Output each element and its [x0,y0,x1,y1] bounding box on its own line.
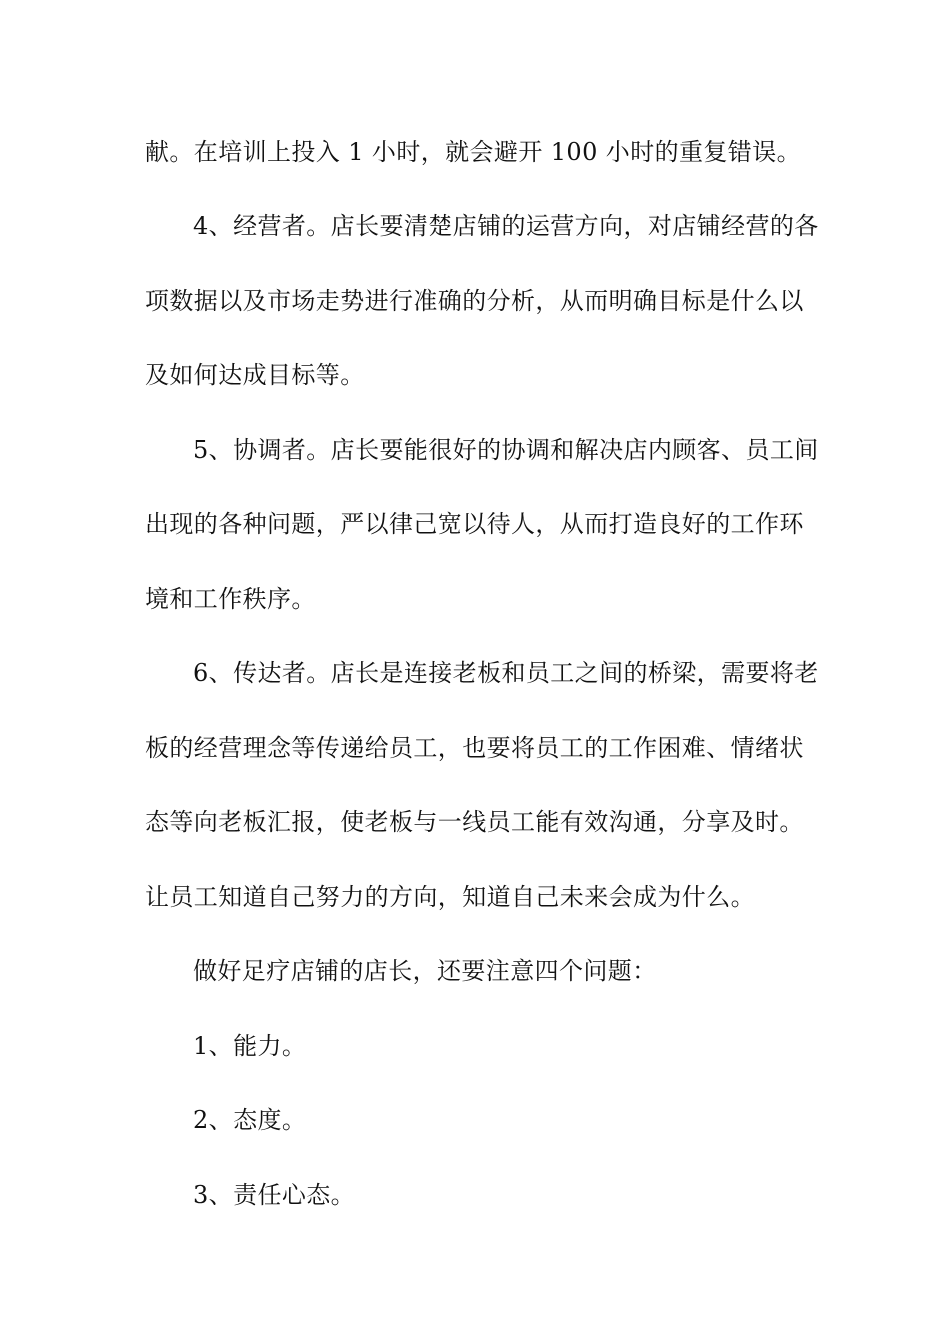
text-line: 献。在培训上投入 1 小时，就会避开 100 小时的重复错误。 [145,138,801,166]
text-line: 项数据以及市场走势进行准确的分析，从而明确目标是什么以 [145,287,804,315]
paragraph-6-line-1: 6、传达者。店长是连接老板和员工之间的桥梁，需要将老 [193,659,819,687]
text-line: 及如何达成目标等。 [145,361,365,389]
paragraph-4-line-1: 4、经营者。店长要清楚店铺的运营方向，对店铺经营的各 [193,212,819,240]
intro-line: 做好足疗店铺的店长，还要注意四个问题： [193,957,657,985]
list-item: 1、能力。 [193,1032,307,1060]
text-line: 出现的各种问题，严以律己宽以待人，从而打造良好的工作环 [145,510,804,538]
list-item: 3、责任心态。 [193,1181,356,1209]
text-line: 态等向老板汇报，使老板与一线员工能有效沟通，分享及时。 [145,808,804,836]
list-item: 2、态度。 [193,1106,307,1134]
text-line: 板的经营理念等传递给员工，也要将员工的工作困难、情绪状 [145,734,804,762]
text-line: 境和工作秩序。 [145,585,316,613]
paragraph-5-line-1: 5、协调者。店长要能很好的协调和解决店内顾客、员工间 [193,436,819,464]
text-line: 让员工知道自己努力的方向，知道自己未来会成为什么。 [145,883,755,911]
